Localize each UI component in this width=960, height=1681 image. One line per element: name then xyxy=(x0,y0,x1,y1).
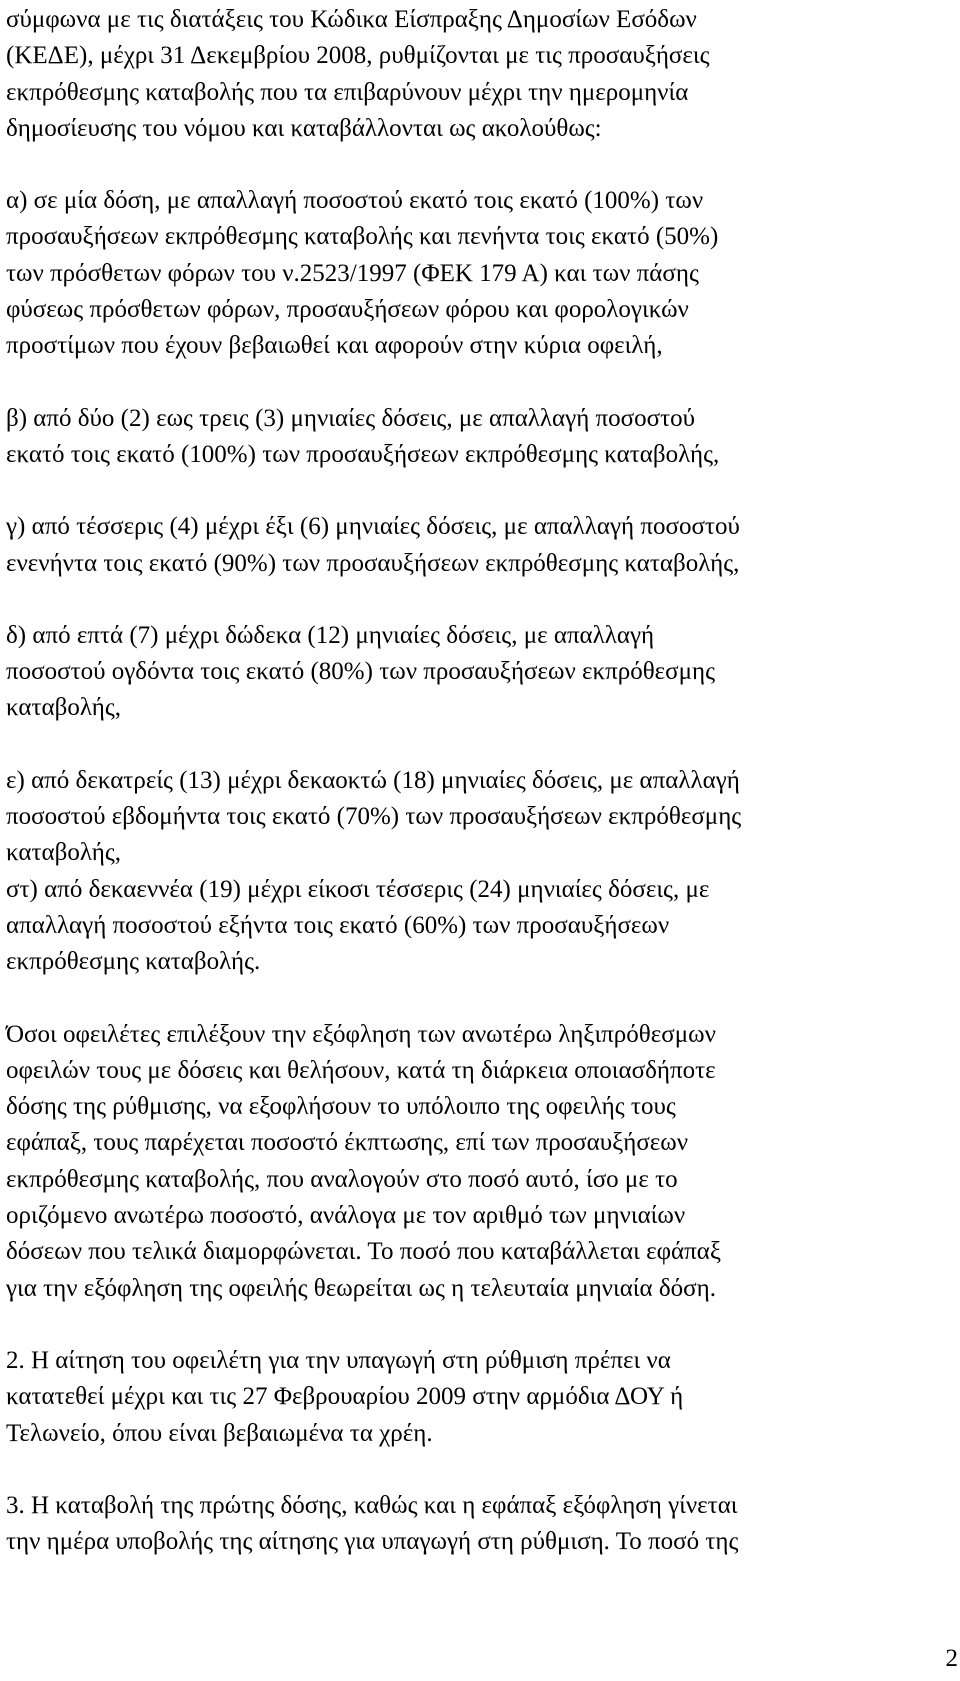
text-line: φύσεως πρόσθετων φόρων, προσαυξήσεων φόρου και φορολογικών xyxy=(6,296,689,324)
text-line: ε) από δεκατρείς (13) μέχρι δεκαοκτώ (18) μηνιαίες δόσεις, με απαλλαγή xyxy=(6,766,740,794)
text-line: δόσεων που τελικά διαμορφώνεται. Το ποσό που καταβάλλεται εφάπαξ xyxy=(6,1238,722,1266)
text-line: 2. Η αίτηση του οφειλέτη για την υπαγωγή στη ρύθμιση πρέπει να xyxy=(6,1346,671,1374)
text-line: την ημέρα υποβολής της αίτησης για υπαγωγή στη ρύθμιση. Το ποσό της xyxy=(6,1528,739,1556)
text-line: α) σε μία δόση, με απαλλαγή ποσοστού εκατό τοις εκατό (100%) των xyxy=(6,187,704,215)
paragraph-gap xyxy=(6,1307,950,1343)
text-line: δόσης της ρύθμισης, να εξοφλήσουν το υπόλοιπο της οφειλής τους xyxy=(6,1093,676,1121)
text-line: 3. Η καταβολή της πρώτης δόσης, καθώς και η εφάπαξ εξόφληση γίνεται xyxy=(6,1491,738,1519)
text-line: β) από δύο (2) εως τρεις (3) μηνιαίες δόσεις, με απαλλαγή ποσοστού xyxy=(6,404,696,432)
intro-paragraph xyxy=(6,2,950,147)
list-item-e xyxy=(6,763,950,872)
section-3-paragraph xyxy=(6,1488,950,1561)
text-line: οφειλών τους με δόσεις και θελήσουν, κατά τη διάρκεια οποιασδήποτε xyxy=(6,1056,716,1084)
page-number: 2 xyxy=(945,1645,958,1672)
list-item-d xyxy=(6,618,950,727)
text-line: εκπρόθεσμης καταβολής. xyxy=(6,948,261,976)
text-line: για την εξόφληση της οφειλής θεωρείται ως η τελευταία μηνιαία δόση. xyxy=(6,1274,716,1302)
text-line: Όσοι οφειλέτες επιλέξουν την εξόφληση των ανωτέρω ληξιπρόθεσμων xyxy=(6,1020,716,1048)
text-line: εκπρόθεσμης καταβολής, που αναλογούν στο ποσό αυτό, ίσο με το xyxy=(6,1165,678,1193)
text-line: εκατό τοις εκατό (100%) των προσαυξήσεων εκπρόθεσμης καταβολής, xyxy=(6,440,720,468)
text-line: προστίμων που έχουν βεβαιωθεί και αφορούν στην κύρια οφειλή, xyxy=(6,332,663,360)
paragraph-gap xyxy=(6,473,950,509)
paragraph-gap xyxy=(6,981,950,1017)
text-line: στ) από δεκαεννέα (19) μέχρι είκοσι τέσσερις (24) μηνιαίες δόσεις, με xyxy=(6,875,710,903)
text-line: καταβολής, xyxy=(6,839,121,867)
text-line: γ) από τέσσερις (4) μέχρι έξι (6) μηνιαίες δόσεις, με απαλλαγή ποσοστού xyxy=(6,513,740,541)
text-line: εκπρόθεσμης καταβολής που τα επιβαρύνουν μέχρι την ημερομηνία xyxy=(6,78,689,106)
list-item-a xyxy=(6,183,950,364)
text-line: εφάπαξ, τους παρέχεται ποσοστό έκπτωσης, επί των προσαυξήσεων xyxy=(6,1129,689,1157)
text-line: των πρόσθετων φόρων του ν.2523/1997 (ΦΕΚ 179 Α) και των πάσης xyxy=(6,259,699,287)
document-page xyxy=(6,2,950,1560)
text-line: Τελωνείο, όπου είναι βεβαιωμένα τα χρέη. xyxy=(6,1419,433,1447)
paragraph-gap xyxy=(6,582,950,618)
text-line: κατατεθεί μέχρι και τις 27 Φεβρουαρίου 2009 στην αρμόδια ΔΟΥ ή xyxy=(6,1383,684,1411)
text-line: δημοσίευσης του νόμου και καταβάλλονται ως ακολούθως: xyxy=(6,114,602,142)
paragraph-gap xyxy=(6,365,950,401)
list-item-b xyxy=(6,401,950,474)
list-item-c xyxy=(6,509,950,582)
text-line: δ) από επτά (7) μέχρι δώδεκα (12) μηνιαίες δόσεις, με απαλλαγή xyxy=(6,621,655,649)
text-line: οριζόμενο ανωτέρω ποσοστό, ανάλογα με τον αριθμό των μηνιαίων xyxy=(6,1202,686,1230)
text-line: προσαυξήσεων εκπρόθεσμης καταβολής και πενήντα τοις εκατό (50%) xyxy=(6,223,719,251)
text-line: καταβολής, xyxy=(6,694,121,722)
paragraph-gap xyxy=(6,727,950,763)
text-line: απαλλαγή ποσοστού εξήντα τοις εκατό (60%) των προσαυξήσεων xyxy=(6,911,670,939)
text-line: ενενήντα τοις εκατό (90%) των προσαυξήσεων εκπρόθεσμης καταβολής, xyxy=(6,549,740,577)
text-line: ποσοστού εβδομήντα τοις εκατό (70%) των προσαυξήσεων εκπρόθεσμης xyxy=(6,803,742,831)
text-line: (ΚΕΔΕ), μέχρι 31 Δεκεμβρίου 2008, ρυθμίζονται με τις προσαυξήσεις xyxy=(6,42,710,70)
section-2-paragraph xyxy=(6,1343,950,1452)
text-line: σύμφωνα με τις διατάξεις του Κώδικα Είσπραξης Δημοσίων Εσόδων xyxy=(6,6,697,33)
paragraph-gap xyxy=(6,147,950,183)
paragraph-gap xyxy=(6,1452,950,1488)
debtors-paragraph xyxy=(6,1017,950,1307)
list-item-st xyxy=(6,872,950,981)
text-line: ποσοστού ογδόντα τοις εκατό (80%) των προσαυξήσεων εκπρόθεσμης xyxy=(6,658,716,686)
